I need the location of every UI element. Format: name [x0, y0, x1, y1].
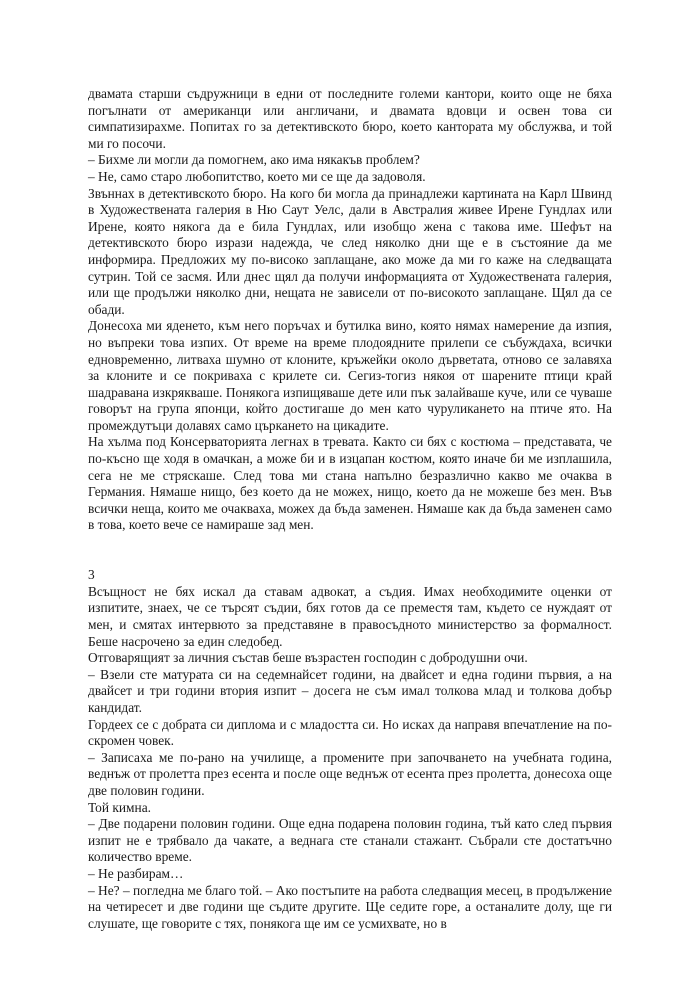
paragraph: Гордеех се с добрата си диплома и с младостта си. Но исках да направя впечатление на по-скромен човек.	[88, 716, 612, 749]
paragraph: – Взели сте матурата си на седемнайсет години, на двайсет и една години първия, а на двайсет и три години втория изпит – досега не съм имал толкова млад и толкова добър кандидат.	[88, 666, 612, 715]
paragraph: Донесоха ми яденето, към него поръчах и бутилка вино, която нямах намерение да изпия, но въпреки това изпих. От време на време плодоядните прилепи се събуждаха, всички едновременно, литваха шумно от клоните, кръжейки около дърветата, отново се залавяха за клоните и се покриваха с крилете си. Сегиз-тогиз някоя от шарените птици край шадравана изкрякваше. Понякога изпищяваше дете или пък залайваше куче, или се чуваше говорът на група японци, който достигаше до мен като чуруликането на птиче ято. На промеждутъци долавях само църкането на цикадите.	[88, 318, 612, 433]
page-body-text	[88, 86, 612, 932]
paragraph: двамата старши съдружници в едни от последните големи кантори, които още не бяха погълнати от американци или англичани, и двамата вдовци и освен това си симпатизирахме. Попитах го за детективското бюро, което канторaта му обслужва, и той ми го посочи.	[88, 86, 612, 151]
chapter-number: 3	[88, 567, 95, 583]
paragraph: На хълма под Консерваторията легнах в тревата. Както си бях с костюма – представата, че по-късно ще ходя в омачкан, а може би и в изцапан костюм, която иначе би ме изплашила, сега не ме стряскаше. След това ми стана напълно безразлично какво ме очаква в Германия. Нямаше нищо, без което да не можех, нищо, което да не можеше без мен. Във всички неща, които ме очакваха, можех да бъда заменен. Нямаше как да бъда заменен само в това, което вече се намираше зад мен.	[88, 434, 612, 533]
paragraph: – Записаха ме по-рано на училище, а промените при започването на учебната година, веднъж от пролетта през есента и после още веднъж от есента през пролетта, донесоха още две половин години.	[88, 749, 612, 798]
paragraph: – Две подарени половин години. Още една подарена половин година, тъй като след първия изпит не е трябвало да чакате, а веднага сте станали стажант. Събрали сте достатъчно количество време.	[88, 816, 612, 865]
blank-line	[88, 551, 612, 568]
paragraph: Всъщност не бях искал да ставам адвокат, а съдия. Имах необходимите оценки от изпитите, знаех, че се търсят съдии, бях готов да се преместя там, където се нуждаят от мен, и смятах интервюто за представяне в правосъдното министерство за формалност. Беше насрочено за един следобед.	[88, 583, 612, 649]
paragraph: Звъннах в детективското бюро. На кого би могла да принадлежи картината на Карл Швинд в Художествената галерия в Ню Саут Уелс, дали в Австралия живее Ирене Гундлах или Ирене, която някога да е била Гундлах, или изобщо жена с такова име. Шефът на детективското бюро изрази надежда, че след няколко дни ще е в състояние да ме информира. Предложих му по-високо заплащане, ако може да ми го каже на следващата сутрин. Той се засмя. Или днес щял да получи информацията от Художествената галерия, или ще продължи няколко дни, нещата не зависели от по-високото заплащане. Щял да се обади.	[88, 185, 612, 317]
paragraph: Той кимна.	[88, 799, 151, 815]
paragraph: – Не? – погледна ме благо той. – Ако постъпите на работа следващия месец, в продължение на четиресет и две години ще съдите другите. Ще седите горе, а останалите долу, ще ги слушате, ще говорите с тях, понякога ще им се усмихвате, но в	[88, 882, 612, 931]
paragraph: – Бихме ли могли да помогнем, ако има някакъв проблем?	[88, 152, 420, 168]
paragraph: Отговарящият за личния състав беше възрастен господин с добродушни очи.	[88, 650, 528, 666]
blank-line	[88, 534, 612, 551]
paragraph: – Не, само старо любопитство, което ми се ще да задоволя.	[88, 168, 426, 184]
paragraph: – Не разбирам…	[88, 865, 184, 881]
